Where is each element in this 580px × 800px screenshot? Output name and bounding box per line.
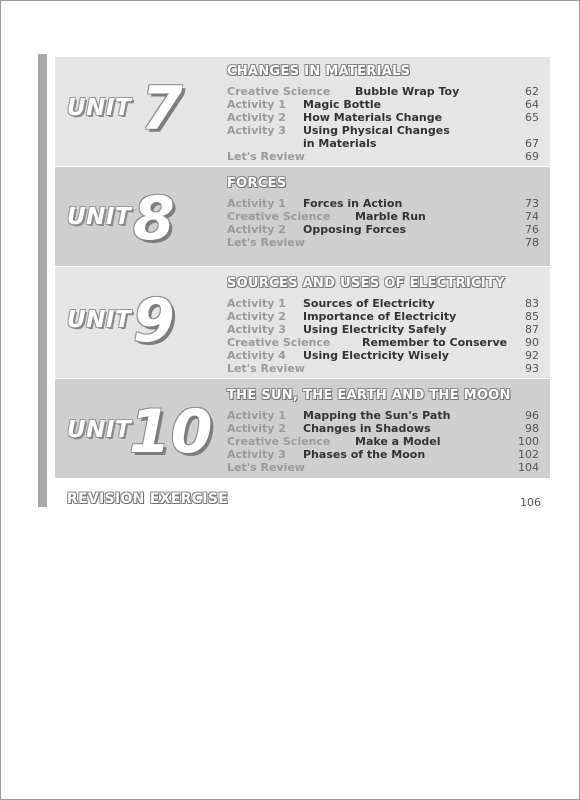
row-label: Activity 1	[227, 297, 286, 310]
row-topic: Using Physical Changes	[303, 124, 450, 137]
unit-number: 10	[129, 397, 213, 467]
unit-number: 8	[133, 184, 175, 254]
unit-title: CHANGES IN MATERIALS	[227, 64, 411, 79]
toc-row[interactable]	[227, 137, 539, 150]
unit-7-section	[55, 57, 550, 166]
toc-row[interactable]	[227, 448, 539, 461]
row-page: 85	[525, 310, 539, 323]
row-page: 96	[525, 409, 539, 422]
row-label: Activity 1	[227, 409, 286, 422]
row-topic: Phases of the Moon	[303, 448, 426, 461]
row-page: 78	[525, 236, 539, 249]
row-topic: Marble Run	[355, 210, 426, 223]
row-topic: Sources of Electricity	[303, 297, 435, 310]
row-page: 102	[518, 448, 539, 461]
toc-row[interactable]	[227, 310, 539, 323]
left-accent-bar	[38, 54, 47, 507]
row-page: 100	[518, 435, 539, 448]
revision-exercise-page: 106	[520, 496, 541, 509]
row-label: Creative Science	[227, 85, 331, 98]
row-label: Let's Review	[227, 236, 305, 249]
toc-row[interactable]	[227, 236, 539, 249]
unit-number: 7	[141, 74, 183, 144]
toc-row[interactable]	[227, 297, 539, 310]
toc-row[interactable]	[227, 362, 539, 375]
row-page: 87	[525, 323, 539, 336]
unit-title: FORCES	[227, 176, 287, 191]
unit-9-section	[55, 267, 550, 378]
row-page: 90	[525, 336, 539, 349]
row-topic: Importance of Electricity	[303, 310, 457, 323]
row-page: 67	[525, 137, 539, 150]
unit-label: UNIT	[67, 95, 132, 121]
unit-number: 9	[133, 286, 175, 356]
toc-row[interactable]	[227, 435, 539, 448]
row-page: 62	[525, 85, 539, 98]
unit-8-section	[55, 167, 550, 266]
unit-label: UNIT	[67, 204, 132, 230]
row-page: 74	[525, 210, 539, 223]
row-label: Activity 2	[227, 310, 286, 323]
row-label: Activity 2	[227, 422, 286, 435]
row-label: Activity 1	[227, 197, 286, 210]
unit-label: UNIT	[67, 307, 132, 333]
row-label: Creative Science	[227, 210, 331, 223]
row-topic: Remember to Conserve	[362, 336, 508, 349]
row-page: 98	[525, 422, 539, 435]
row-page: 104	[518, 461, 539, 474]
revision-exercise-title[interactable]: REVISION EXERCISE	[67, 491, 229, 507]
row-topic: Magic Bottle	[303, 98, 382, 111]
row-page: 93	[525, 362, 539, 375]
toc-row[interactable]	[227, 85, 539, 98]
row-topic: Changes in Shadows	[303, 422, 431, 435]
row-page: 69	[525, 150, 539, 163]
row-page: 65	[525, 111, 539, 124]
row-topic: Bubble Wrap Toy	[355, 85, 460, 98]
toc-row[interactable]	[227, 409, 539, 422]
row-page: 83	[525, 297, 539, 310]
toc-row[interactable]	[227, 336, 539, 349]
toc-row[interactable]	[227, 349, 539, 362]
unit-10-section	[55, 379, 550, 478]
toc-row[interactable]	[227, 111, 539, 124]
unit-title: THE SUN, THE EARTH AND THE MOON	[227, 388, 511, 403]
toc-row[interactable]	[227, 461, 539, 474]
row-page: 92	[525, 349, 539, 362]
unit-label: UNIT	[67, 417, 132, 443]
row-topic: in Materials	[303, 137, 377, 150]
row-page: 76	[525, 223, 539, 236]
row-label: Let's Review	[227, 461, 305, 474]
row-page: 64	[525, 98, 539, 111]
unit-title: SOURCES AND USES OF ELECTRICITY	[227, 276, 505, 291]
row-topic: Using Electricity Safely	[303, 323, 447, 336]
row-label: Creative Science	[227, 336, 331, 349]
toc-row[interactable]	[227, 98, 539, 111]
row-label: Let's Review	[227, 362, 305, 375]
row-label: Activity 3	[227, 448, 286, 461]
row-topic: Forces in Action	[303, 197, 403, 210]
row-page: 73	[525, 197, 539, 210]
row-topic: Opposing Forces	[303, 223, 407, 236]
row-label: Activity 3	[227, 323, 286, 336]
toc-row[interactable]	[227, 197, 539, 210]
toc-row[interactable]	[227, 124, 539, 137]
toc-row[interactable]	[227, 323, 539, 336]
row-topic: Using Electricity Wisely	[303, 349, 449, 362]
row-label: Activity 2	[227, 111, 286, 124]
row-label: Activity 2	[227, 223, 286, 236]
row-label: Activity 4	[227, 349, 286, 362]
toc-row[interactable]	[227, 422, 539, 435]
row-label: Creative Science	[227, 435, 331, 448]
toc-row[interactable]	[227, 150, 539, 163]
row-label: Let's Review	[227, 150, 305, 163]
row-label: Activity 1	[227, 98, 286, 111]
toc-row[interactable]	[227, 210, 539, 223]
row-topic: How Materials Change	[303, 111, 443, 124]
row-label: Activity 3	[227, 124, 286, 137]
toc-row[interactable]	[227, 223, 539, 236]
row-topic: Mapping the Sun's Path	[303, 409, 451, 422]
row-topic: Make a Model	[355, 435, 441, 448]
